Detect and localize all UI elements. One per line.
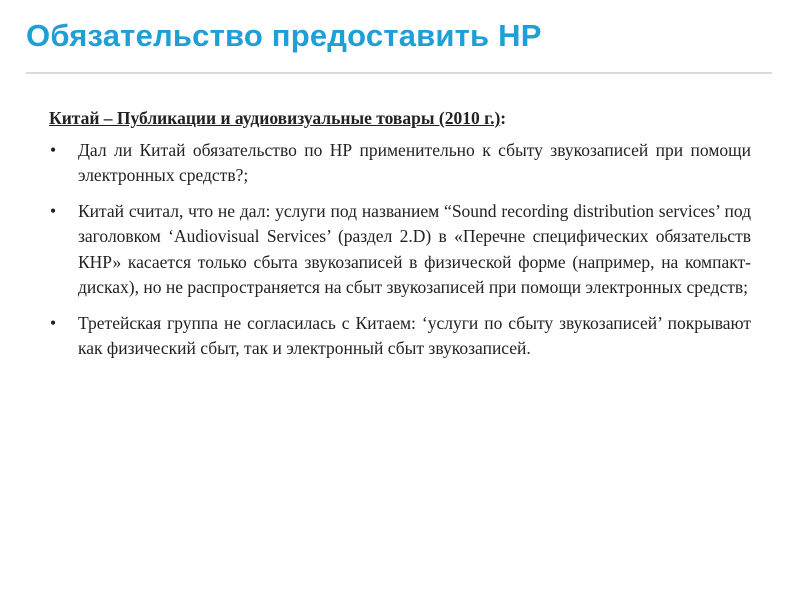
bullet-text-2: Китай считал, что не дал: услуги под названием “Sound recording distribution services’ под заголовком ‘Audiovisual Services’ (раздел 2.D) в «Перечне специфических обязательств КНР» касается только сбыта звукозаписей в физической форме (например, на компакт-дисках), но не распространяется на сбыт звукозаписей при помощи электронных средств; bbox=[78, 200, 751, 297]
case-subheading-text: Китай – Публикации и аудиовизуальные товары (2010 г.) bbox=[49, 108, 501, 128]
bullet-dot-icon: • bbox=[50, 312, 57, 333]
case-subheading bbox=[49, 106, 751, 132]
bullet-dot-icon: • bbox=[50, 139, 57, 160]
bullet-text-3: Третейская группа не согласилась с Китаем: ‘услуги по сбыту звукозаписей’ покрывают как физический сбыт, так и электронный сбыт звукозаписей. bbox=[78, 312, 751, 358]
bullet-item-1 bbox=[49, 138, 751, 189]
bullet-dot-icon: • bbox=[50, 200, 57, 221]
case-subheading-colon: : bbox=[500, 108, 507, 128]
bullet-item-3 bbox=[49, 311, 751, 362]
title-divider bbox=[26, 72, 772, 74]
slide-content bbox=[49, 106, 751, 372]
slide-title: Обязательство предоставить НР bbox=[26, 18, 542, 53]
bullet-list bbox=[49, 138, 751, 362]
bullet-item-2 bbox=[49, 199, 751, 301]
bullet-text-1: Дал ли Китай обязательство по НР применительно к сбыту звукозаписей при помощи электронных средств?; bbox=[78, 139, 751, 185]
